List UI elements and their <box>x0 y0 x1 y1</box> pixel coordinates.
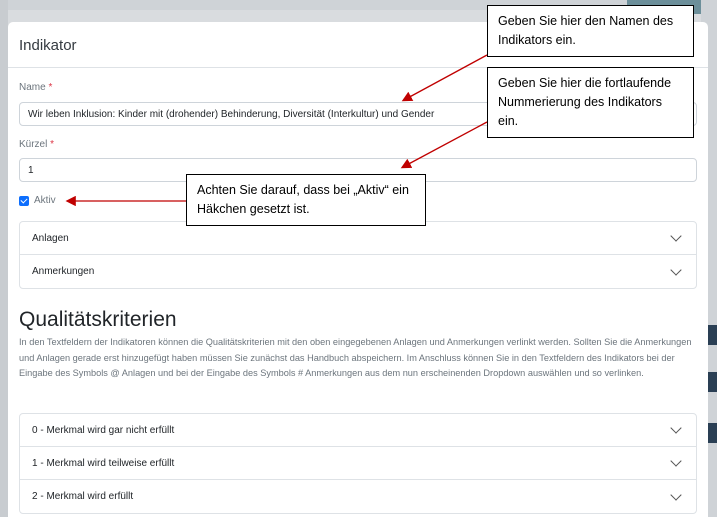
criteria-label: 1 - Merkmal wird teilweise erfüllt <box>32 457 175 469</box>
modal-title: Indikator <box>19 37 77 54</box>
accordion-anmerkungen-label: Anmerkungen <box>32 266 95 277</box>
name-input[interactable]: Wir leben Inklusion: Kinder mit (drohender) Behinderung, Diversität (Interkultur) und Gender <box>19 102 697 126</box>
name-label: Name * <box>19 82 53 93</box>
section-description: In den Textfeldern der Indikatoren können die Qualitätskriterien mit den oben eingegebenen Anlagen und Anmerkungen verlinkt werden. Sollten Sie die Anmerkungen und Anlagen gerade erst hinzugefügt haben müssen Sie zunächst das Handbuch abspeichern. Im Anschluss können Sie in den Textfeldern des Indikators bei der Eingabe des Symbols @ Anlagen und bei der Eingabe des Symbols # Anmerkungen aus dem nun erscheinenden Dropdown auswählen und so verlinken. <box>19 337 692 378</box>
kurzel-input[interactable]: 1 <box>19 158 697 182</box>
callout-name: Geben Sie hier den Namen des Indikators ein. <box>487 5 694 57</box>
aktiv-label: Aktiv <box>34 195 56 206</box>
section-title: Qualitätskriterien <box>19 308 177 331</box>
callout-kurzel: Geben Sie hier die fortlaufende Nummerierung des Indikators ein. <box>487 67 694 138</box>
criteria-label: 2 - Merkmal wird erfüllt <box>32 491 134 502</box>
kurzel-label: Kürzel * <box>19 139 55 150</box>
criteria-label: 0 - Merkmal wird gar nicht erfüllt <box>32 424 175 436</box>
name-arrow <box>404 55 487 100</box>
callout-aktiv: Achten Sie darauf, dass bei „Aktiv“ ein Häkchen gesetzt ist. <box>186 174 426 226</box>
accordion-anlagen-label: Anlagen <box>32 232 69 244</box>
kurzel-arrow <box>403 122 487 167</box>
